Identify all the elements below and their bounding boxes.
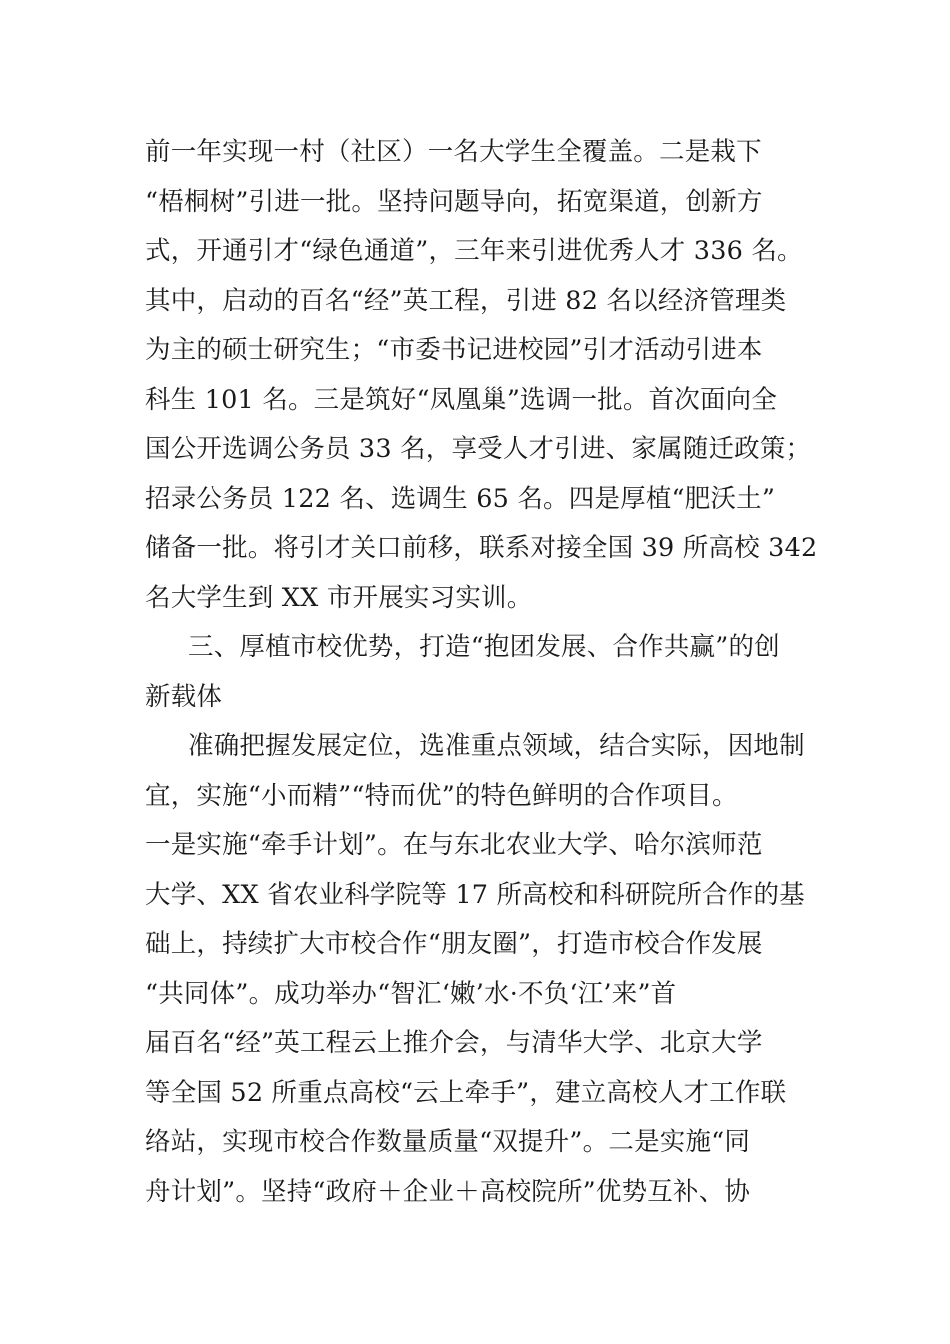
text-line: 等全国 52 所重点高校“云上牵手”，建立高校人才工作联 — [145, 1077, 787, 1108]
body-text — [145, 128, 835, 1217]
text-line: 国公开选调公务员 33 名，享受人才引进、家属随迁政策； — [145, 434, 812, 464]
text-line: 络站，实现市校合作数量质量“双提升”。二是实施“同 — [145, 1127, 751, 1157]
text-line: 前一年实现一村（社区）一名大学生全覆盖。二是栽下 — [145, 137, 762, 167]
text-line: 其中，启动的百名“经”英工程，引进 82 名以经济管理类 — [145, 285, 787, 316]
text-line: 三、厚植市校优势，打造“抱团发展、合作共赢”的创 — [188, 632, 780, 662]
text-line: “梧桐树”引进一批。坚持问题导向，拓宽渠道，创新方 — [145, 186, 763, 217]
text-line: 届百名“经”英工程云上推介会，与清华大学、北京大学 — [145, 1028, 763, 1058]
text-line: 宜，实施“小而精”“特而优”的特色鲜明的合作项目。 — [145, 780, 738, 811]
text-line: 准确把握发展定位，选准重点领域，结合实际，因地制 — [188, 731, 805, 761]
text-line: 招录公务员 122 名、选调生 65 名。四是厚植“肥沃土” — [145, 483, 776, 514]
text-line: 一是实施“牵手计划”。在与东北农业大学、哈尔滨师范 — [145, 830, 763, 860]
text-line: 储备一批。将引才关口前移，联系对接全国 39 所高校 342 — [145, 533, 818, 563]
text-line: 舟计划”。坚持“政府＋企业＋高校院所”优势互补、协 — [145, 1176, 751, 1207]
text-line: 式，开通引才“绿色通道”，三年来引进优秀人才 336 名。 — [145, 236, 803, 266]
text-line: 础上，持续扩大市校合作“朋友圈”，打造市校合作发展 — [145, 929, 763, 959]
text-line: 名大学生到 XX 市开展实习实训。 — [145, 582, 533, 613]
text-line: 为主的硕士研究生；“市委书记进校园”引才活动引进本 — [145, 335, 763, 365]
text-line: 大学、XX 省农业科学院等 17 所高校和科研院所合作的基 — [145, 879, 805, 910]
text-line: “共同体”。成功举办“智汇‘嫩’水·不负‘江’来”首 — [145, 978, 677, 1009]
text-line: 科生 101 名。三是筑好“凤凰巢”选调一批。首次面向全 — [145, 384, 778, 415]
text-line: 新载体 — [145, 681, 223, 712]
